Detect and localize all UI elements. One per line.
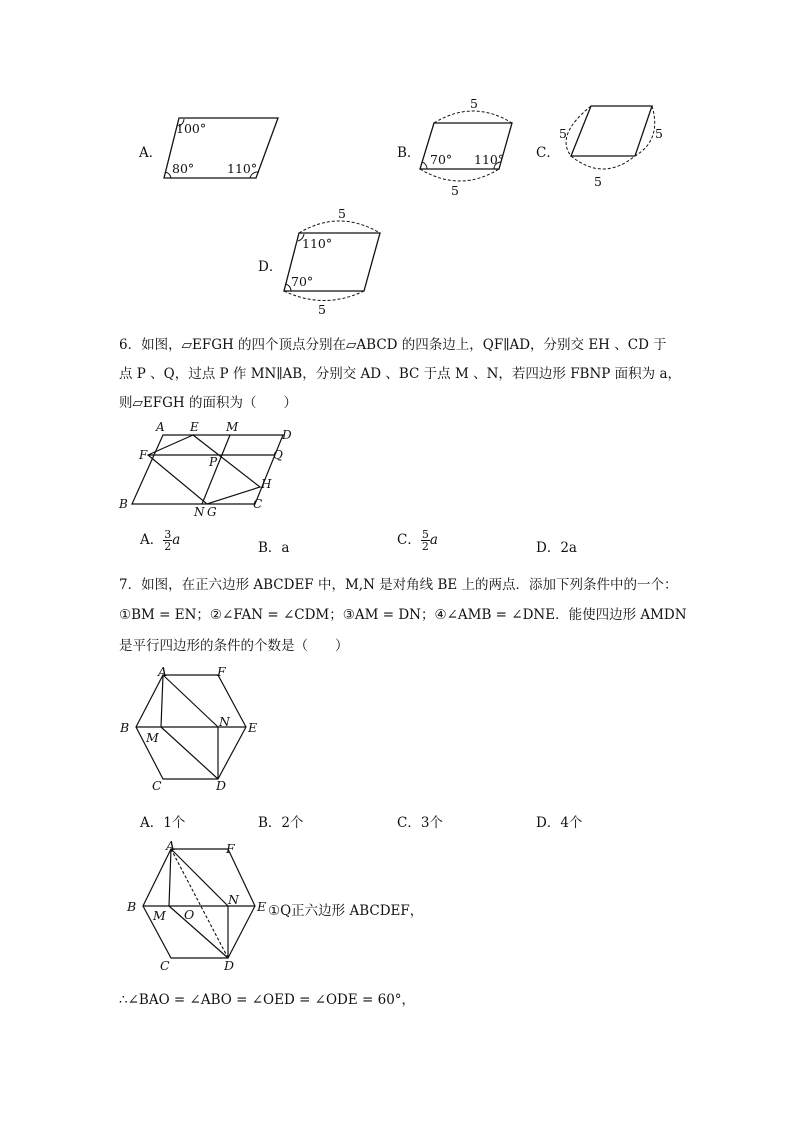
point-label: F <box>139 448 148 462</box>
point-label: D <box>282 428 292 442</box>
question-6-line-3: 则▱EFGH 的面积为（ ） <box>119 395 297 411</box>
q7-hexagon-figure <box>116 664 266 794</box>
point-label: B <box>120 720 130 735</box>
solution-hexagon-figure <box>120 836 270 976</box>
parallelogram-figure <box>278 204 386 316</box>
angle-label: 110° <box>227 161 258 176</box>
point-label: E <box>257 899 267 914</box>
solution-line-1: ①Q正六边形 ABCDEF， <box>268 903 424 919</box>
point-label: Q <box>273 448 283 462</box>
q7-option-d: D．4个 <box>536 815 583 831</box>
angle-label: 70° <box>291 274 314 289</box>
question-6-line-2: 点 P 、Q，过点 P 作 MN∥AB，分别交 AD 、BC 于点 M 、N，若四边形 FBNP 面积为 a， <box>119 366 682 382</box>
point-label: C <box>253 497 263 511</box>
point-label: B <box>119 497 128 511</box>
option-label: B． <box>397 145 421 161</box>
point-label: C <box>152 778 162 793</box>
option-label: A． <box>139 145 163 161</box>
point-label: N <box>194 505 205 519</box>
denominator: 2 <box>164 540 172 553</box>
solution-line-2: ∴∠BAO = ∠ABO = ∠OED = ∠ODE = 60°， <box>119 992 416 1008</box>
point-label: A <box>156 420 165 434</box>
point-label: D <box>224 958 235 973</box>
side-label: 5 <box>655 126 663 141</box>
q6-option-b: B．a <box>258 540 290 556</box>
fraction <box>163 529 172 552</box>
point-label: H <box>261 477 272 491</box>
point-label: B <box>127 899 137 914</box>
q7-option-b: B．2个 <box>258 815 304 831</box>
point-label: A <box>166 838 176 853</box>
rhombus-figure <box>555 100 670 190</box>
side-label: 5 <box>470 96 478 111</box>
q6-option-c <box>397 528 438 552</box>
fraction <box>421 529 430 552</box>
point-label: D <box>216 778 227 793</box>
denominator: 2 <box>421 540 429 553</box>
point-label: E <box>248 720 258 735</box>
point-label: C <box>160 958 170 973</box>
side-label: 5 <box>594 174 602 189</box>
point-label: A <box>158 664 168 679</box>
point-label: N <box>219 714 230 729</box>
side-label: 5 <box>451 183 459 198</box>
point-label: G <box>207 505 217 519</box>
question-7-line-1: 7．如图，在正六边形 ABCDEF 中，M,N 是对角线 BE 上的两点．添加下列条件中的一个： <box>119 577 678 593</box>
parallelogram-figure <box>414 96 522 200</box>
point-label: O <box>184 907 195 922</box>
q7-option-a: A．1个 <box>140 815 186 831</box>
point-label: M <box>153 908 166 923</box>
q6-option-a <box>140 528 180 552</box>
variable: a <box>172 532 181 548</box>
point-label: P <box>209 455 218 469</box>
question-7-line-2: ①BM = EN；②∠FAN = ∠CDM；③AM = DN；④∠AMB = ∠DNE．能使四边形 AMDN <box>119 607 687 623</box>
parallelogram-figure <box>158 112 288 188</box>
question-7-line-3: 是平行四边形的条件的个数是（ ） <box>119 638 349 654</box>
angle-label: 70° <box>430 152 453 167</box>
point-label: F <box>226 841 235 856</box>
angle-label: 110° <box>302 236 333 251</box>
angle-label: 100° <box>176 121 207 136</box>
q7-option-c: C．3个 <box>397 815 443 831</box>
point-label: M <box>226 420 239 434</box>
point-label: E <box>190 420 199 434</box>
q6-option-d: D．2a <box>536 540 577 556</box>
point-label: M <box>146 730 159 745</box>
point-label: N <box>228 892 239 907</box>
numerator: 3 <box>164 528 172 541</box>
numerator: 5 <box>421 528 429 541</box>
point-label: F <box>217 664 226 679</box>
angle-label: 80° <box>172 161 195 176</box>
option-label: A． <box>140 532 164 548</box>
side-label: 5 <box>559 126 567 141</box>
question-6-line-1: 6．如图，▱EFGH 的四个顶点分别在▱ABCD 的四条边上，QF∥AD，分别交 EH 、CD 于 <box>119 337 667 353</box>
option-label: C． <box>536 145 560 161</box>
angle-label: 110° <box>474 152 505 167</box>
q6-figure <box>115 415 300 520</box>
variable: a <box>429 532 438 548</box>
side-label: 5 <box>338 206 346 221</box>
option-label: C． <box>397 532 421 548</box>
option-label: D． <box>258 259 283 275</box>
side-label: 5 <box>318 302 326 316</box>
